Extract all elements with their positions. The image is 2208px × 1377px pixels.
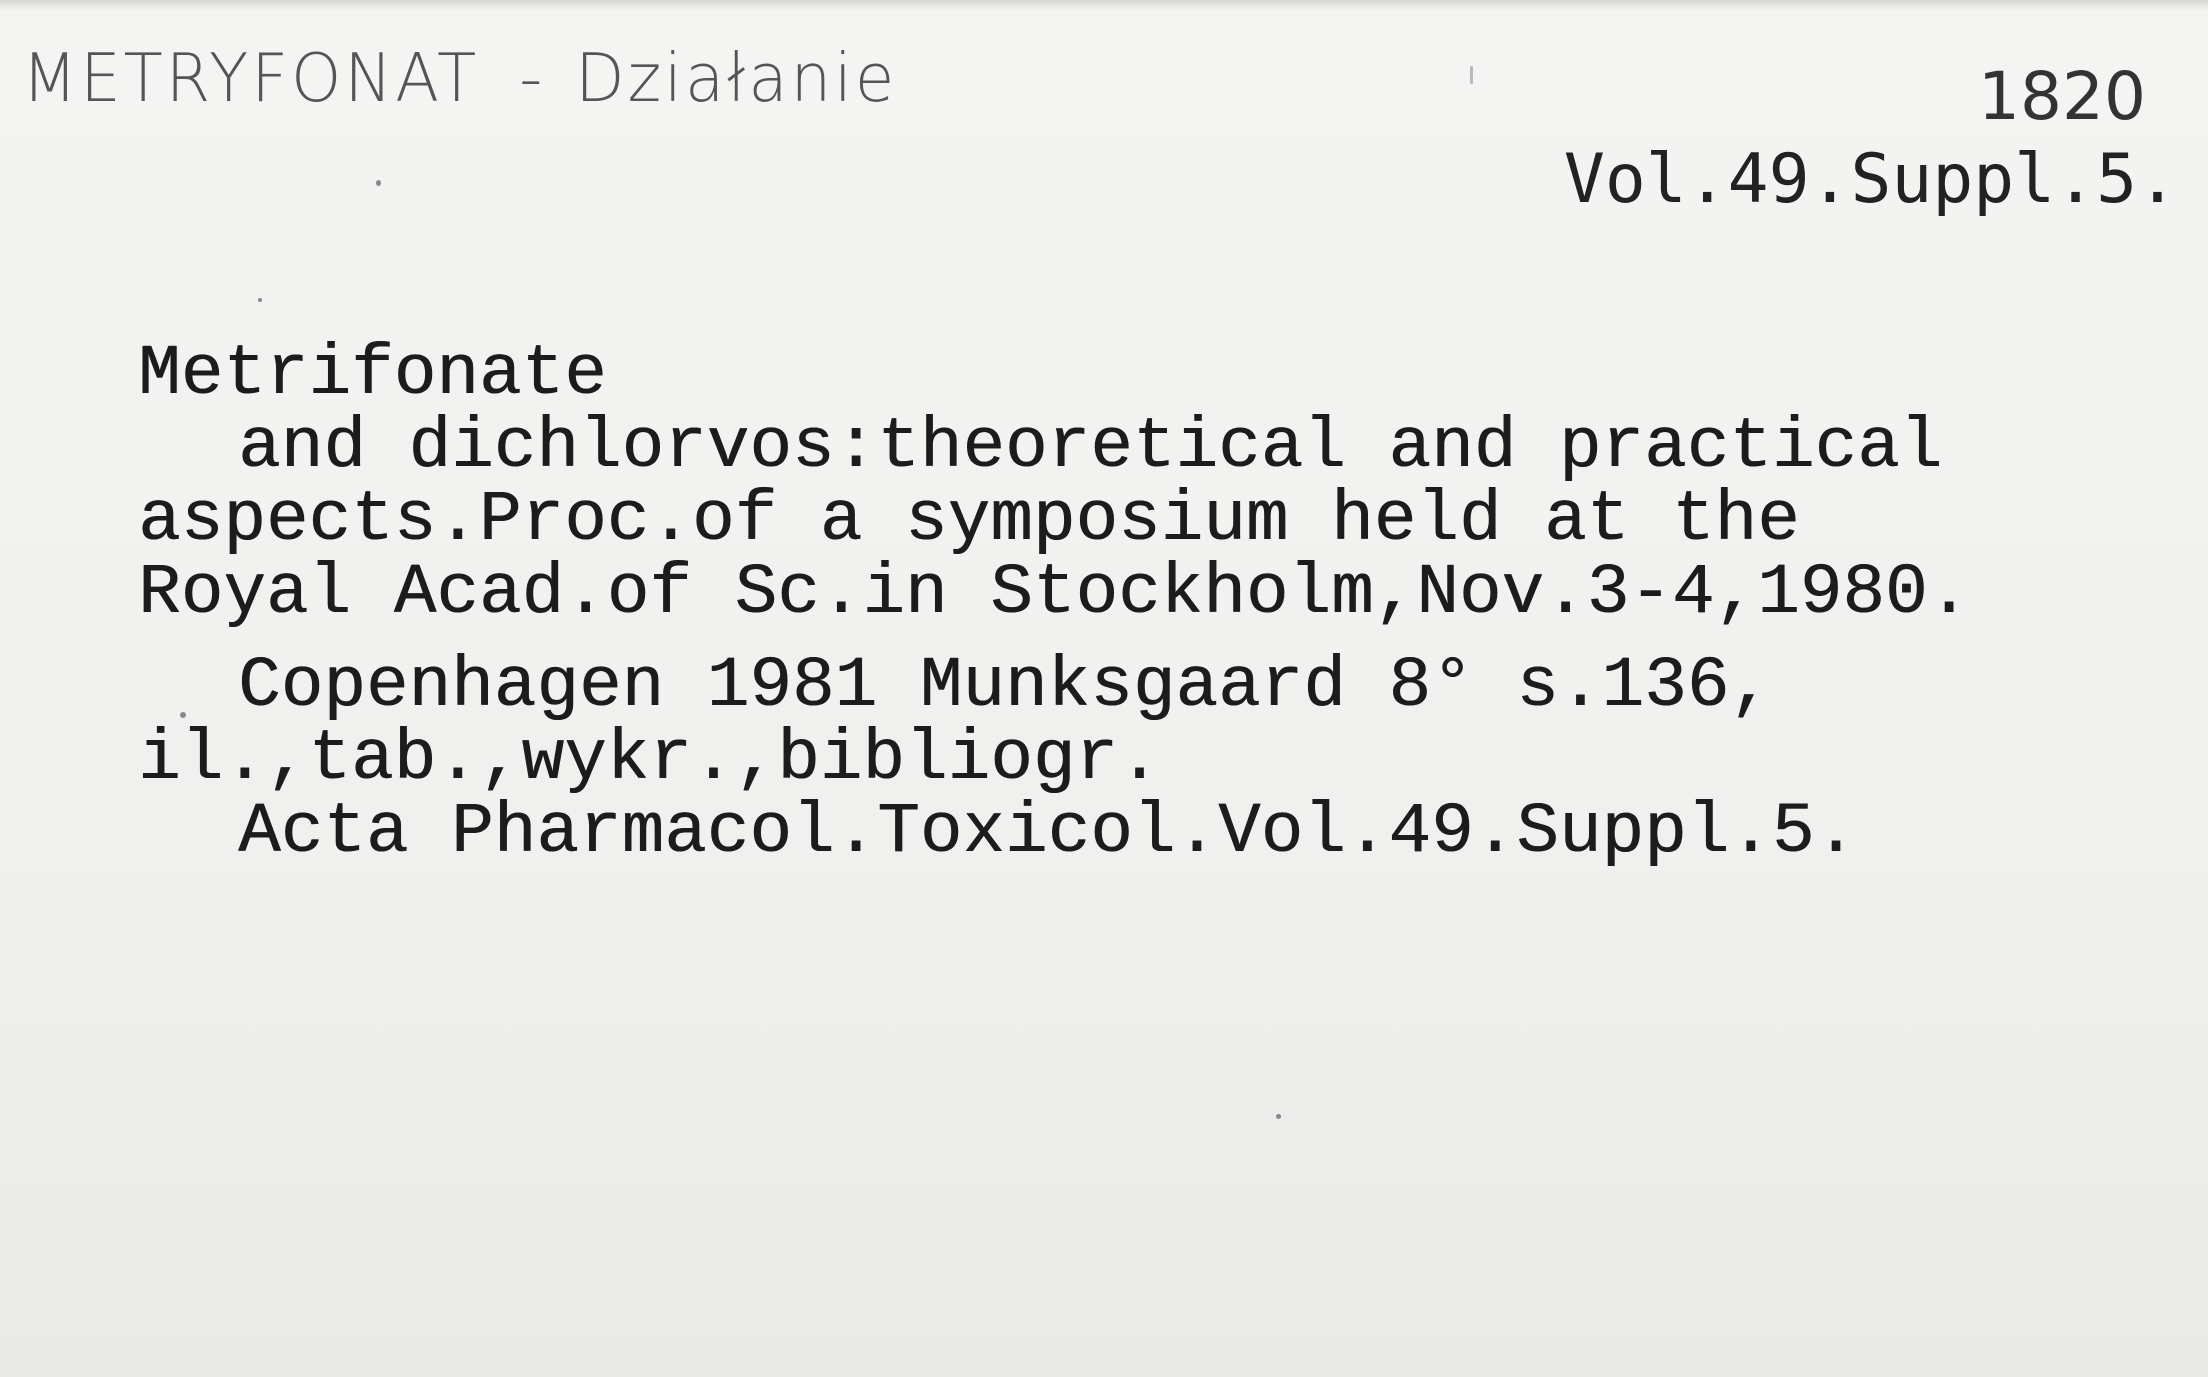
- paper-speck: [1470, 66, 1473, 84]
- paper-speck: [180, 712, 186, 718]
- series-line: Acta Pharmacol.Toxicol.Vol.49.Suppl.5.: [238, 793, 1858, 873]
- card-top-edge: [0, 0, 2208, 10]
- title-line-2: and dichlorvos:theoretical and practical: [238, 408, 1943, 488]
- title-line-3: aspects.Proc.of a symposium held at the: [138, 481, 1800, 561]
- heading-term: METRYFONAT: [22, 40, 480, 118]
- heading-aspect: Działanie: [575, 40, 898, 118]
- paper-speck: [258, 298, 262, 302]
- imprint-line-1: Copenhagen 1981 Munksgaard 8° s.136,: [238, 647, 1772, 727]
- heading-separator: -: [519, 40, 546, 118]
- title-line-4: Royal Acad.of Sc.in Stockholm,Nov.3-4,1980.: [138, 554, 1971, 634]
- paper-speck: [1276, 1114, 1281, 1119]
- paper-speck: [376, 180, 381, 186]
- subject-heading: [22, 40, 897, 118]
- volume-reference: Vol.49.Suppl.5.: [1563, 140, 2178, 219]
- bibliographic-entry: [138, 335, 1971, 873]
- imprint-line-2: il.,tab.,wykr.,bibliogr.: [138, 720, 1161, 800]
- call-number: 1820: [1978, 58, 2146, 135]
- title-line-1: Metrifonate: [138, 335, 607, 415]
